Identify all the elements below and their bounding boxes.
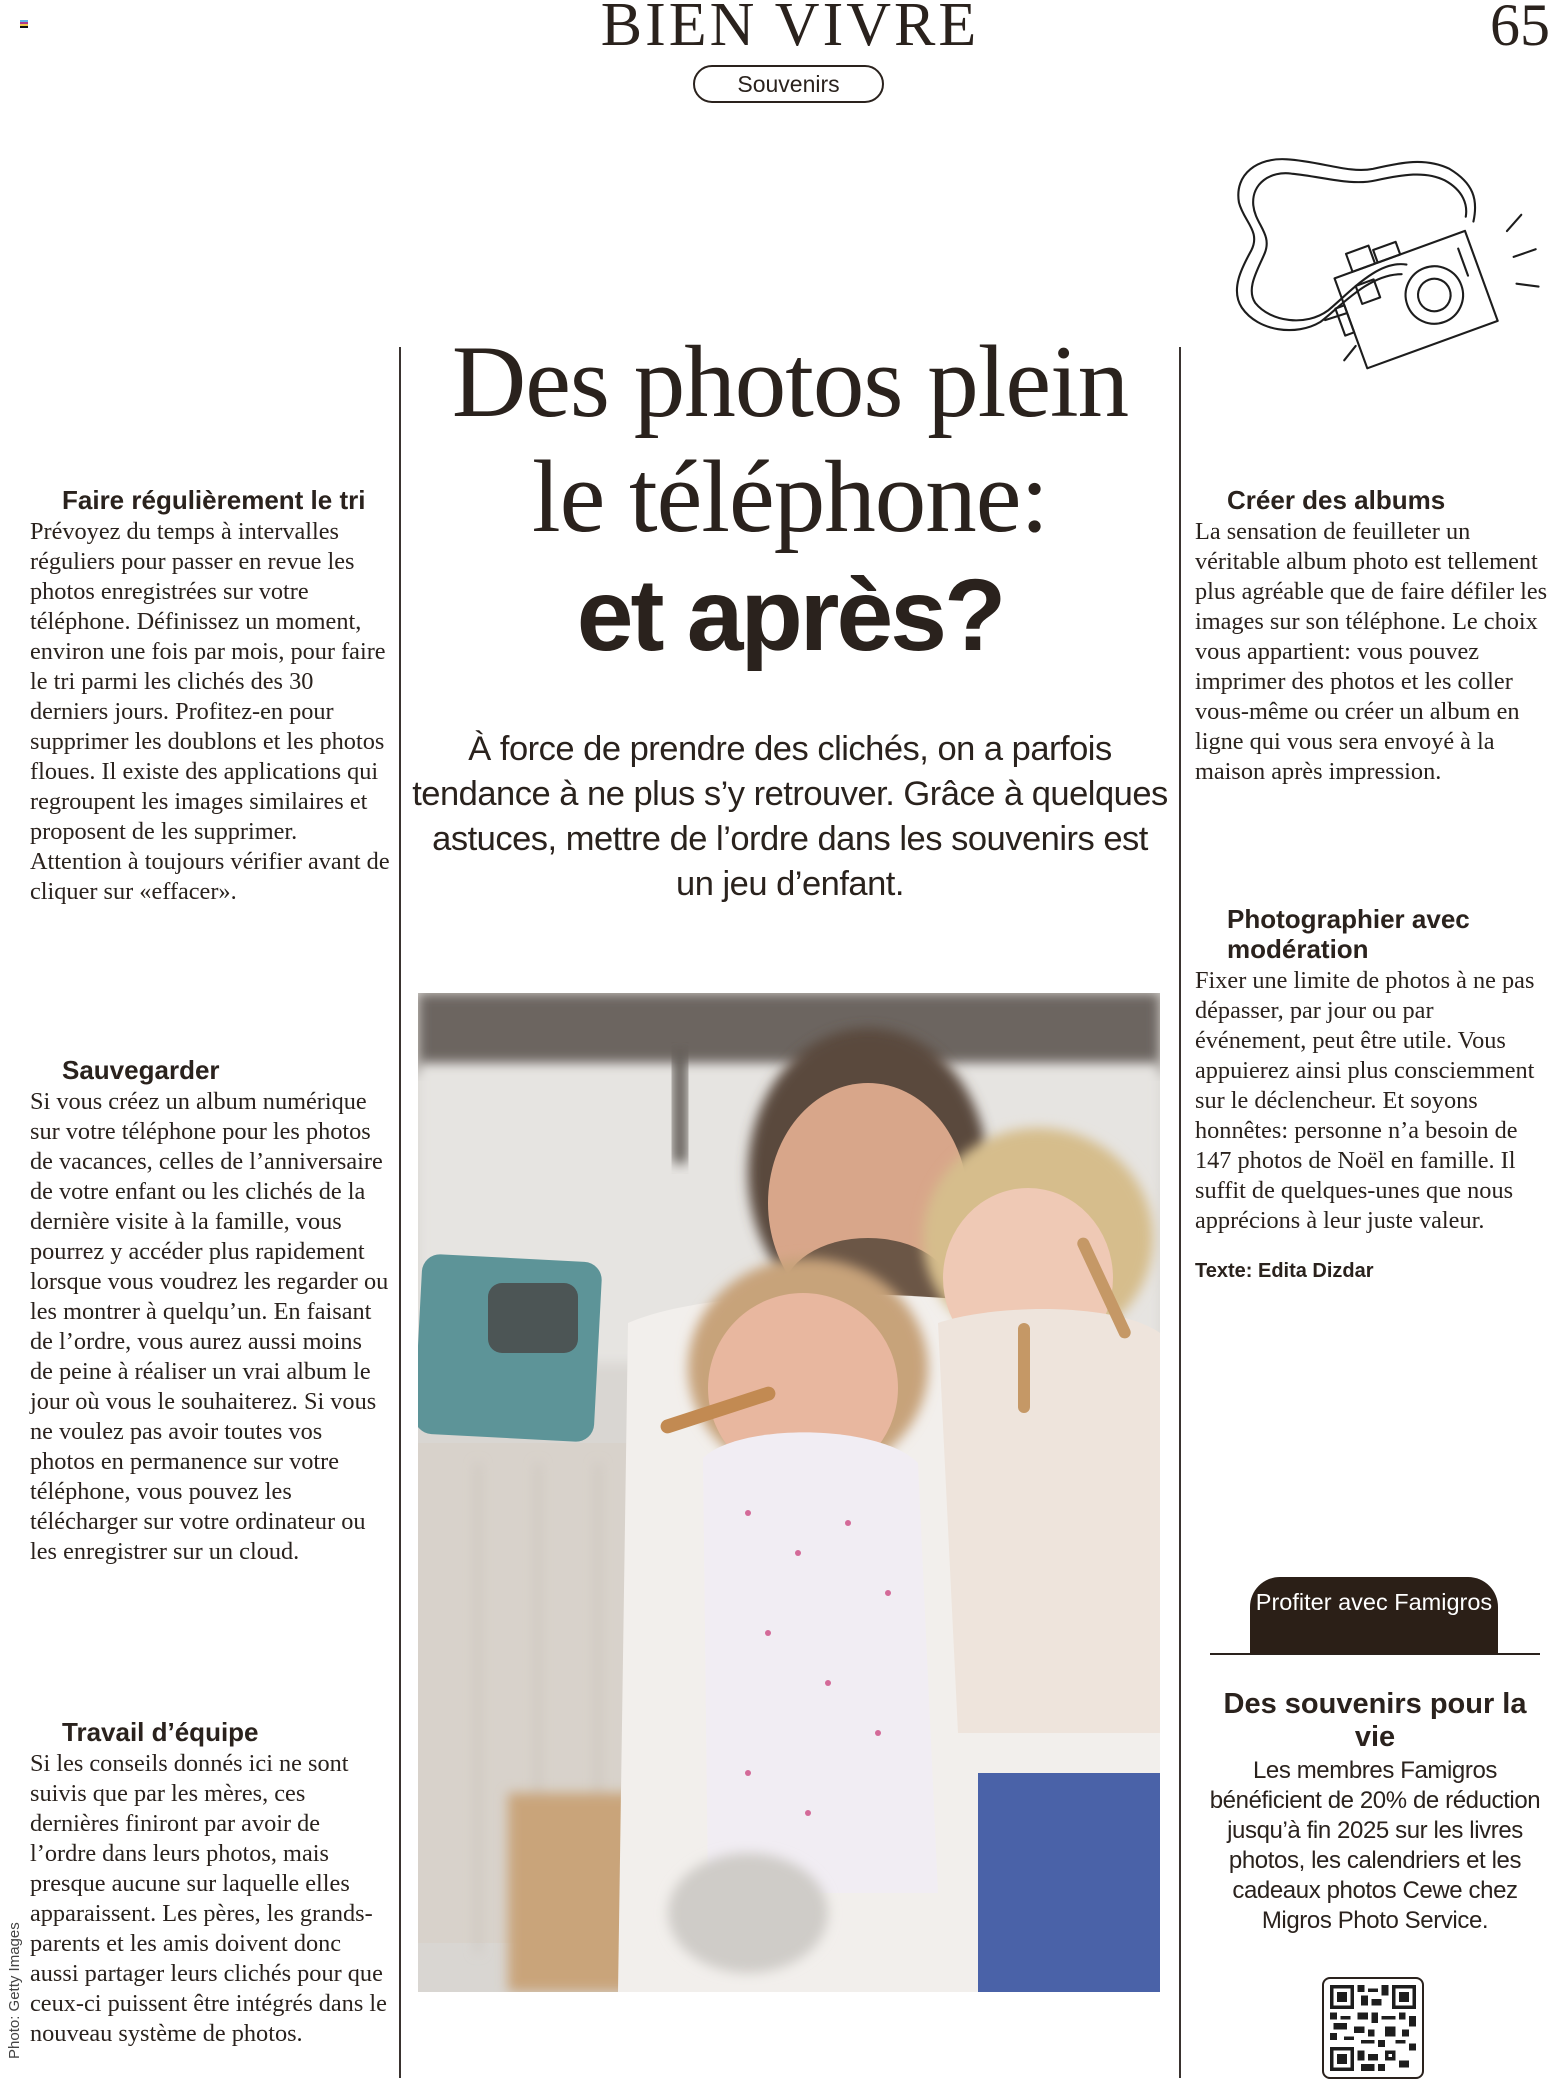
- page-number: 65: [1490, 0, 1550, 58]
- tip-teamwork: [30, 1717, 390, 2049]
- headline-line-1: Des photos plein: [451, 325, 1129, 439]
- tip-body: Fixer une limite de photos à ne pas dépasser, par jour ou par événement, peut être utile. Vous appuierez ainsi plus consciemment sur le déclencheur. Et soyons honnêtes: personne n’a besoin de 147 photos de Noël en famille. Il suffit de quelques-unes que nous apprécions à leur juste valeur.: [1195, 967, 1535, 1234]
- promo-body: Les membres Famigros bénéficient de 20% de réduction jusqu’à fin 2025 sur les livres photos, les calendriers et les cadeaux photos Cewe chez Migros Photo Service.: [1209, 1757, 1541, 1934]
- tip-create-albums: [1195, 485, 1550, 787]
- promo-title: Des souvenirs pour la vie: [1223, 1688, 1527, 1753]
- tip-heading: Travail d’équipe: [62, 1717, 259, 1747]
- tip-heading: Créer des albums: [1227, 485, 1446, 515]
- article-headline: [402, 325, 1178, 675]
- category-tag[interactable]: Souvenirs: [693, 65, 884, 103]
- headline-line-3: et après?: [576, 558, 1004, 672]
- tip-heading: Sauvegarder: [62, 1055, 220, 1085]
- photo-credit: Photo: Getty Images: [6, 1922, 23, 2059]
- tip-sort-regularly: [30, 485, 390, 907]
- tip-save: [30, 1055, 390, 1567]
- promo-badge: Profiter avec Famigros: [1250, 1577, 1498, 1654]
- tip-body: Si les conseils donnés ici ne sont suivis que par les mères, ces dernières finiront par avoir de l’ordre dans leurs photos, mais presque aucune sur laquelle elles apparaissent. Les pères, les grands-parents et les amis doivent donc aussi partager leurs clichés pour que ceux-ci puissent être intégrés dans le nouveau système de photos.: [30, 1750, 387, 2047]
- family-selfie-image: [418, 993, 1160, 1992]
- qr-code-icon[interactable]: [1322, 1977, 1424, 2079]
- headline-line-2: le téléphone:: [531, 440, 1049, 554]
- column-divider-left: [399, 347, 401, 2078]
- tip-body: Si vous créez un album numérique sur votre téléphone pour les photos de vacances, celles de l’anniversaire de votre enfant ou les clichés de la dernière visite à la famille, vous pourrez y accéder plus rapidement lorsque vous voudrez les regarder ou les montrer à quelqu’un. En faisant de l’ordre, vous aurez aussi moins de peine à réaliser un vrai album le jour où vous le souhaiterez. Si vous ne voulez pas avoir toutes vos photos en permanence sur votre téléphone, vous pouvez les télécharger sur votre ordinateur ou les enregistrer sur un cloud.: [30, 1088, 389, 1565]
- section-title: BIEN VIVRE: [600, 0, 980, 59]
- print-color-marks: [20, 20, 28, 28]
- qr-pattern: [1330, 1985, 1416, 2071]
- byline: Texte: Edita Dizdar: [1195, 1260, 1374, 1282]
- article-photo: [418, 993, 1160, 1992]
- column-divider-right: [1179, 347, 1181, 2078]
- tip-photograph-moderately: [1195, 904, 1550, 1284]
- tip-heading: Photographier avec modération: [1227, 904, 1470, 964]
- tip-body: Prévoyez du temps à intervalles réguliers pour passer en revue les photos enregistrées sur votre téléphone. Définissez un moment, environ une fois par mois, pour faire le tri parmi les clichés des 30 derniers jours. Profitez-en pour supprimer les doublons et les photos floues. Il existe des applications qui regroupent les images similaires et proposent de les supprimer. Attention à toujours vérifier avant de cliquer sur «effacer».: [30, 518, 390, 905]
- article-lead: À force de prendre des clichés, on a parfois tendance à ne plus s’y retrouver. Grâce à quelques astuces, mettre de l’ordre dans les souvenirs est un jeu d’enfant.: [412, 730, 1168, 903]
- camera-illustration-icon: [1215, 130, 1550, 380]
- tip-heading: Faire régulièrement le tri: [62, 485, 366, 515]
- tip-body: La sensation de feuilleter un véritable album photo est tellement plus agréable que de faire défiler les images sur son téléphone. Le choix vous appartient: vous pouvez imprimer des photos et les coller vous-même ou créer un album en ligne qui vous sera envoyé à la maison après impression.: [1195, 518, 1548, 785]
